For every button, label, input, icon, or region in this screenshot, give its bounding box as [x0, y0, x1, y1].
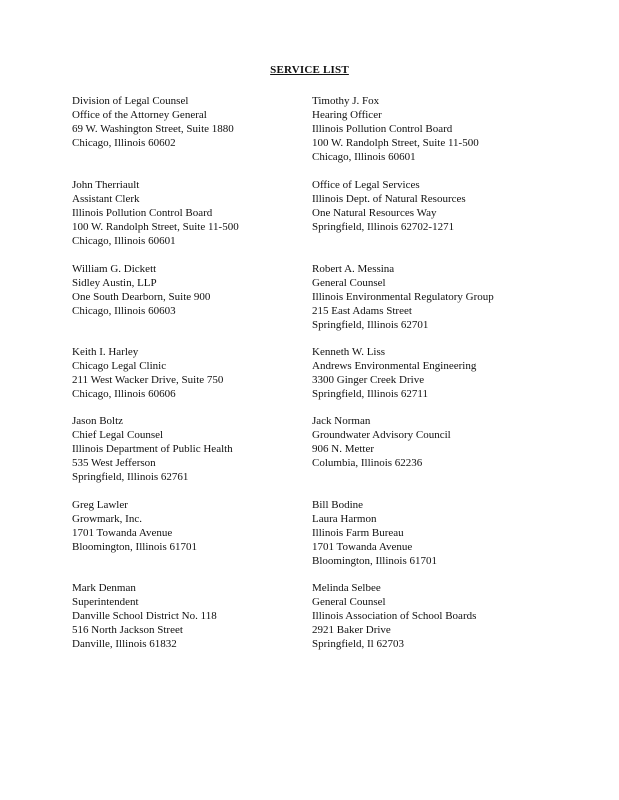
address-block-left	[72, 345, 312, 414]
address-line: Illinois Pollution Control Board	[72, 207, 213, 219]
address-line: Assistant Clerk	[72, 193, 140, 205]
address-line: Office of Legal Services	[312, 179, 420, 191]
address-line: Chicago, Illinois 60603	[72, 305, 176, 317]
address-line: General Counsel	[312, 596, 386, 608]
address-block-left	[72, 178, 312, 262]
address-line: Springfield, Illinois 62711	[312, 388, 429, 400]
address-line: Laura Harmon	[312, 513, 377, 525]
service-row	[72, 262, 572, 345]
address-line: Columbia, Illinois 62236	[312, 457, 423, 469]
address-line: Illinois Environmental Regulatory Group	[312, 291, 494, 303]
address-line: 516 North Jackson Street	[72, 624, 183, 636]
address-line: Chicago, Illinois 60601	[72, 235, 176, 247]
service-row	[72, 345, 572, 414]
address-line: One South Dearborn, Suite 900	[72, 291, 211, 303]
address-line: 535 West Jefferson	[72, 457, 156, 469]
address-line: Chicago Legal Clinic	[72, 360, 167, 372]
address-line: Bill Bodine	[312, 499, 364, 511]
address-block-right	[312, 414, 572, 498]
address-block-left	[72, 414, 312, 498]
address-line: Springfield, Illinois 62761	[72, 471, 189, 483]
address-line: General Counsel	[312, 277, 386, 289]
address-line: 1701 Towanda Avenue	[312, 541, 413, 553]
address-block-right	[312, 178, 572, 262]
page-title: SERVICE LIST	[270, 64, 349, 76]
address-block-right	[312, 581, 572, 651]
address-line: Mark Denman	[72, 582, 136, 594]
address-block-left	[72, 581, 312, 651]
address-line: Keith I. Harley	[72, 346, 139, 358]
address-line: Hearing Officer	[312, 109, 382, 121]
address-line: Springfield, Il 62703	[312, 638, 404, 650]
address-line: Growmark, Inc.	[72, 513, 142, 525]
address-line: William G. Dickett	[72, 263, 157, 275]
address-line: 100 W. Randolph Street, Suite 11-500	[312, 137, 479, 149]
address-line: Groundwater Advisory Council	[312, 429, 451, 441]
address-line: Office of the Attorney General	[72, 109, 207, 121]
address-line: Danville, Illinois 61832	[72, 638, 177, 650]
address-line: Illinois Farm Bureau	[312, 527, 404, 539]
service-list	[72, 94, 572, 651]
address-line: Sidley Austin, LLP	[72, 277, 157, 289]
address-line: Greg Lawler	[72, 499, 128, 511]
address-line: 211 West Wacker Drive, Suite 750	[72, 374, 224, 386]
address-block-left	[72, 262, 312, 345]
address-line: Bloomington, Illinois 61701	[72, 541, 197, 553]
address-line: Chicago, Illinois 60606	[72, 388, 176, 400]
address-line: One Natural Resources Way	[312, 207, 437, 219]
address-line: Springfield, Illinois 62701	[312, 319, 429, 331]
address-line: Danville School District No. 118	[72, 610, 217, 622]
address-line: Robert A. Messina	[312, 263, 395, 275]
address-line: Chief Legal Counsel	[72, 429, 164, 441]
service-row	[72, 581, 572, 651]
address-block-left	[72, 498, 312, 581]
address-block-right	[312, 262, 572, 345]
address-line: John Therriault	[72, 179, 140, 191]
service-row	[72, 178, 572, 262]
address-line: 3300 Ginger Creek Drive	[312, 374, 425, 386]
address-line: 2921 Baker Drive	[312, 624, 391, 636]
address-line: Melinda Selbee	[312, 582, 381, 594]
address-line: Illinois Pollution Control Board	[312, 123, 453, 135]
address-line: Chicago, Illinois 60602	[72, 137, 176, 149]
address-line: Chicago, Illinois 60601	[312, 151, 416, 163]
address-line: Illinois Department of Public Health	[72, 443, 233, 455]
service-row	[72, 94, 572, 178]
address-line: Jack Norman	[312, 415, 371, 427]
address-block-left	[72, 94, 312, 178]
address-line: Timothy J. Fox	[312, 95, 380, 107]
address-line: 1701 Towanda Avenue	[72, 527, 173, 539]
address-line: 906 N. Metter	[312, 443, 375, 455]
address-line: Illinois Association of School Boards	[312, 610, 477, 622]
address-line: 215 East Adams Street	[312, 305, 412, 317]
address-line: Bloomington, Illinois 61701	[312, 555, 437, 567]
service-row	[72, 498, 572, 581]
address-line: Superintendent	[72, 596, 139, 608]
address-line: Division of Legal Counsel	[72, 95, 189, 107]
address-line: Illinois Dept. of Natural Resources	[312, 193, 466, 205]
address-block-right	[312, 94, 572, 178]
address-line: 100 W. Randolph Street, Suite 11-500	[72, 221, 239, 233]
address-line: Springfield, Illinois 62702-1271	[312, 221, 455, 233]
address-block-right	[312, 498, 572, 581]
address-block-right	[312, 345, 572, 414]
address-line: Jason Boltz	[72, 415, 124, 427]
address-line: 69 W. Washington Street, Suite 1880	[72, 123, 234, 135]
address-line: Andrews Environmental Engineering	[312, 360, 477, 372]
address-line: Kenneth W. Liss	[312, 346, 386, 358]
service-row	[72, 414, 572, 498]
